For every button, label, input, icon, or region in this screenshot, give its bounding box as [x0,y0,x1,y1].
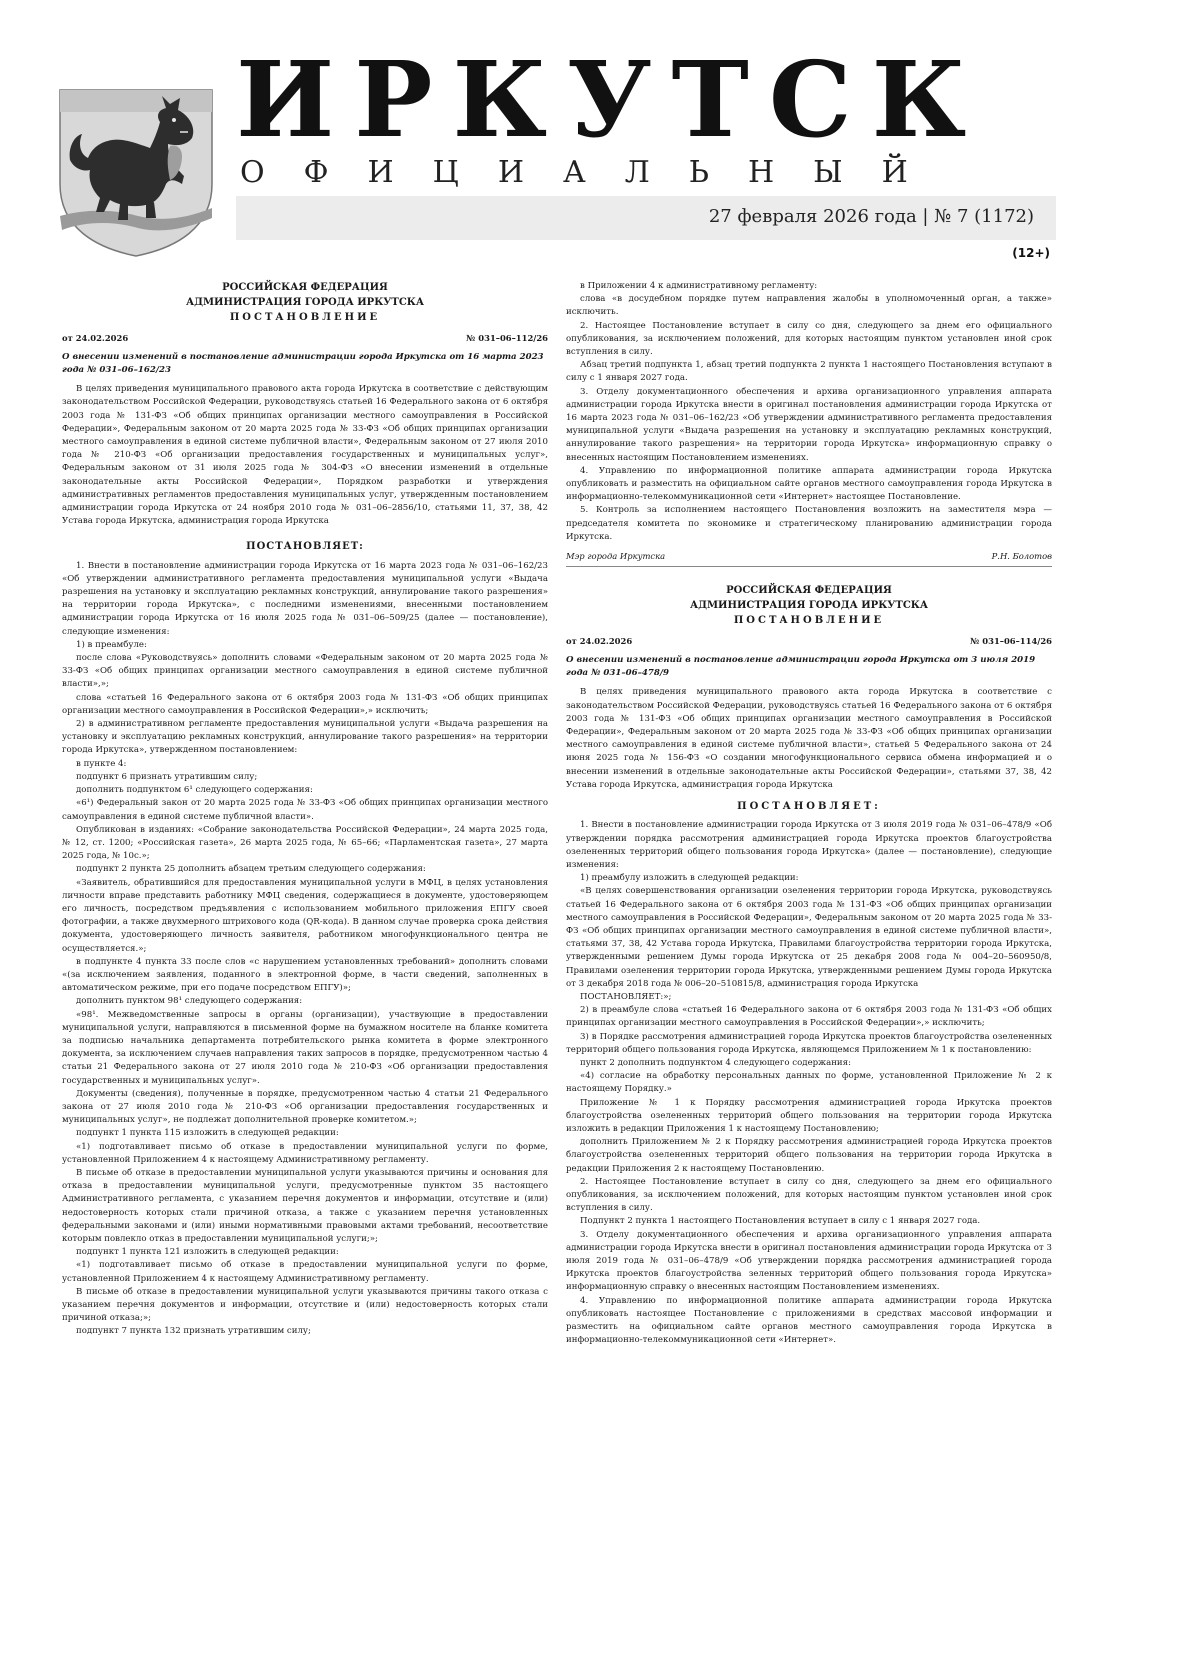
doc1-para: слова «статьей 16 Федерального закона от 6 октября 2003 года № 131-ФЗ «Об общих принципах организации местного самоуправления в Российской Федерации»,» исключить; [62,692,548,716]
doc2-para: «4) согласие на обработку персональных данных по форме, установленной Приложение № 2 к настоящему Порядку.» [566,1071,1052,1095]
doc1-para: «6¹) Федеральный закон от 20 марта 2025 года № 33-ФЗ «Об общих принципах организации местного самоуправления в единой системе публичной власти». [62,798,548,822]
doc2-header-country: РОССИЙСКАЯ ФЕДЕРАЦИЯ [726,585,892,597]
doc1-para: 1. Внести в постановление администрации города Иркутска от 16 марта 2023 года № 031–06–162/23 «Об утверждении административного регламента предоставления муниципальной услуги «Выдача разрешения на установку и эксплуатацию рекламных конструкций, аннулирование такого разрешения» на территории города Иркутска», с последними изменениями, внесенными постановлением администрации города Иркутска от 16 июля 2025 года № 031–06–509/25 (далее — постановление), следующие изменения: [62,560,548,637]
doc1-para: Документы (сведения), полученные в порядке, предусмотренном частью 4 статьи 21 Федерального закона от 27 июля 2010 года № 210-ФЗ «Об организации предоставления государственных и муниципальных услуг», не подлежат дополнительной проверке комитетом.»; [62,1088,548,1126]
masthead [0,0,1104,270]
age-rating-badge: (12+) [1012,246,1050,260]
doc2-para: Подпункт 2 пункта 1 настоящего Постановления вступает в силу с 1 января 2027 года. [580,1216,981,1227]
doc1-para: «1) подготавливает письмо об отказе в предоставлении муниципальной услуги по форме, установленной Приложением 4 к настоящему Административному регламенту. [62,1260,548,1284]
doc2-resolves-heading: ПОСТАНОВЛЯЕТ: [737,801,881,813]
doc1-cont-para: 4. Управлению по информационной политике аппарата администрации города Иркутска опубликовать и разместить на официальном сайте органов местного самоуправления города Иркутска в информационно-телекоммуникационной сети «Интернет» настоящее Постановление. [566,465,1052,503]
doc1-sign-position: Мэр города Иркутска [566,551,666,562]
doc1-date-number-row [62,332,548,345]
doc1-para: «1) подготавливает письмо об отказе в предоставлении муниципальной услуги по форме, установленной Приложением 4 к настоящему Административному регламенту. [62,1141,548,1165]
doc1-para: после слова «Руководствуясь» дополнить словами «Федеральным законом от 20 марта 2025 года № 33-ФЗ «Об общих принципах организации местного самоуправления в единой системе публичной власти»,»; [62,653,548,690]
doc1-para: подпункт 7 пункта 132 признать утратившим силу; [76,1326,311,1337]
doc1-resolves-heading: ПОСТАНОВЛЯЕТ: [246,541,364,553]
doc2-para: пункт 2 дополнить подпунктом 4 следующего содержания: [580,1057,851,1068]
doc2-para: «В целях совершенствования организации озеленения территории города Иркутска, руководствуясь статьей 16 Федерального закона от 6 октября 2003 года № 131-ФЗ «Об общих принципах организации местного самоуправления в Российской Федерации», Федеральным законом от 20 марта 2025 года № 33-ФЗ «Об общих принципах организации местного самоуправления в единой системе публичной власти», статьями 37, 38, 42 Устава города Иркутска, Правилами благоустройства территории города Иркутска, утвержденными решением Думы города Иркутска от 25 декабря 2008 года № 004–20–560950/8, Правилами озеленения территории города Иркутска, утвержденными решением Думы города Иркутска от 3 декабря 2018 года № 006–20–510815/8, администрация города Иркутска [566,886,1052,989]
doc1-signature-row [566,550,1052,567]
doc1-header-admin: АДМИНИСТРАЦИЯ ГОРОДА ИРКУТСКА [185,297,425,308]
doc2-para: 3) в Порядке рассмотрения администрацией города Иркутска проектов благоустройства озелененных территорий общего пользования города Иркутска, являющемся Приложением № 1 к постановлению: [566,1031,1052,1055]
doc2-number: № 031–06–114/26 [970,636,1052,647]
doc1-para: подпункт 6 признать утратившим силу; [76,771,258,782]
doc2-para: 2. Настоящее Постановление вступает в силу со дня, следующего за днем его официального опубликования, за исключением положений, для которых настоящим пунктом установлен иной срок вступления в силу. [566,1176,1052,1214]
doc2-para: Приложение № 1 к Порядку рассмотрения администрацией города Иркутска проектов благоустройства озелененных территорий общего пользования на территории города Иркутска изложить в редакции Приложения 1 к настоящему Постановлению; [566,1097,1052,1134]
coat-of-arms-icon [58,88,214,258]
issue-bar [236,196,1056,240]
doc1-para: дополнить подпунктом 6¹ следующего содержания: [76,785,313,796]
doc1-para: подпункт 1 пункта 115 изложить в следующей редакции: [76,1128,339,1139]
doc2-date-number-row [566,635,1052,648]
doc1-para: В письме об отказе в предоставлении муниципальной услуги указываются причины и основания для отказа в предоставлении муниципальной услуги, предусмотренные пунктом 35 настоящего Административного регламента, с указанием перечня документов и информации, отсутствие и (или) недостоверность которых стали причиной отказа, а также с указанием перечня установленных федеральными законами и (или) иными нормативными правовыми актами требований, несоответствие которым повлекло отказ в предоставлении муниципальной услуги;»; [62,1167,548,1244]
doc1-cont-para: Абзац третий подпункта 1, абзац третий подпункта 2 пункта 1 настоящего Постановления вступают в силу с 1 января 2027 года. [566,360,1052,384]
masthead-title: ИРКУТСК [236,38,987,161]
doc2-header-type: ПОСТАНОВЛЕНИЕ [733,615,885,627]
doc2-para: дополнить Приложением № 2 к Порядку рассмотрения администрацией города Иркутска проектов благоустройства озелененных территорий общего пользования на территории города Иркутска в редакции Приложения 2 к настоящему Постановлению. [566,1137,1052,1174]
doc1-para: В письме об отказе в предоставлении муниципальной услуги указываются причины такого отказа с указанием перечня документов и информации, отсутствие и (или) недостоверность которых стали причиной отказа;»; [62,1286,548,1324]
doc1-para: в подпункте 4 пункта 33 после слов «с нарушением установленных требований» дополнить словами «(за исключением заявления, поданного в электронной форме, в части сведений, заполненных в автоматическом режиме, при его подаче посредством ЕПГУ)»; [62,956,548,994]
doc1-cont-para: 2. Настоящее Постановление вступает в силу со дня, следующего за днем его официального опубликования, за исключением положений, для которых настоящим пунктом установлен иной срок вступления в силу. [566,320,1052,358]
doc2-para: 1. Внести в постановление администрации города Иркутска от 3 июля 2019 года № 031–06–478/9 «Об утверждении порядка рассмотрения администрацией города Иркутска проектов благоустройства озелененных территорий общего пользования города Иркутска» (далее — постановление), следующие изменения: [566,820,1052,870]
doc2-para: ПОСТАНОВЛЯЕТ:»; [580,991,672,1002]
doc1-para: подпункт 2 пункта 25 дополнить абзацем третьим следующего содержания: [76,864,426,875]
doc1-para: «Заявитель, обратившийся для предоставления муниципальной услуги в МФЦ, в целях установления личности вправе представить работнику МФЦ сведения, содержащиеся в документе, удостоверяющем его личность, посредством предъявления с использованием мобильного приложения ЕПГУ своей фотографии, а также двухмерного штрихового кода (QR-кода). В данном случае проверка срока действия документа, удостоверяющего личность заявителя, работником многофункционального центра не осуществляется.»; [62,877,548,954]
doc1-cont-para: слова «в досудебном порядке путем направления жалобы в уполномоченный орган, а также» исключить. [566,294,1052,318]
doc1-para: подпункт 1 пункта 121 изложить в следующей редакции: [76,1247,339,1258]
doc1-para: 1) в преамбуле: [76,639,147,650]
masthead-subtitle: ОФИЦИАЛЬНЫЙ [240,155,947,190]
doc1-subject: О внесении изменений в постановление администрации города Иркутска от 16 марта 2023 года № 031–06–162/23 [62,352,544,376]
doc2-header-admin: АДМИНИСТРАЦИЯ ГОРОДА ИРКУТСКА [689,600,929,612]
doc1-cont-para: 3. Отделу документационного обеспечения и архива организационного управления аппарата администрации города Иркутска внести в оригинал постановления администрации города Иркутска от 16 марта 2023 года № 031–06–162/23 «Об утверждении административного регламента предоставления муниципальной услуги «Выдача разрешения на установку и эксплуатацию рекламных конструкций, аннулирование такого разрешения» на территории города Иркутска» информационную справку о внесенных настоящим Постановлением изменениях. [566,386,1052,463]
doc1-header-type: ПОСТАНОВЛЕНИЕ [229,312,381,323]
doc1-cont-para: в Приложении 4 к административному регламенту: [580,281,818,291]
right-column [566,280,1052,1347]
doc1-cont-para: 5. Контроль за исполнением настоящего Постановления возложить на заместителя мэра — председателя комитета по экономике и стратегическому планированию администрации города Иркутска. [566,505,1052,542]
issue-date-number: 27 февраля 2026 года | № 7 (1172) [708,206,1034,227]
doc2-preamble: В целях приведения муниципального правового акта города Иркутска в соответствие с законодательством Российской Федерации, руководствуясь статьей 16 Федерального закона от 6 октября 2003 года № 131-ФЗ «Об общих принципах организации местного самоуправления в Российской Федерации», Федеральным законом от 20 марта 2025 года № 33-ФЗ «Об общих принципах организации местного самоуправления в единой системе публичной власти», статьей 5 Федерального закона от 24 июня 2025 года № 156-ФЗ «О создании многофункционального сервиса обмена информацией и о внесении изменений в отдельные законодательные акты Российской Федерации», статьями 37, 38, 42 Устава города Иркутска, администрация города Иркутска [566,687,1052,790]
doc2-para: 3. Отделу документационного обеспечения и архива организационного управления аппарата администрации города Иркутска внести в оригинал постановления администрации города Иркутска от 3 июля 2019 года № 031–06–478/9 «Об утверждении порядка рассмотрения администрацией города Иркутска проектов благоустройства зеленных территорий общего пользования города Иркутска» информационную справку о внесенных настоящим Постановлением изменениях. [566,1229,1052,1293]
doc2-para: 1) преамбулу изложить в следующей редакции: [580,873,799,884]
doc1-para: 2) в административном регламенте предоставления муниципальной услуги «Выдача разрешения на установку и эксплуатацию рекламных конструкций, аннулирование такого разрешения» на территории города Иркутска», утвержденном постановлением: [62,719,548,756]
doc1-para: дополнить пунктом 98¹ следующего содержания: [76,996,303,1007]
doc1-preamble: В целях приведения муниципального правового акта города Иркутска в соответствие с действующим законодательством Российской Федерации, руководствуясь статьей 16 Федерального закона от 6 октября 2003 года № 131-ФЗ «Об общих принципах организации местного самоуправления в Российской Федерации», Федеральным законом от 20 марта 2025 года № 33-ФЗ «Об общих принципах организации местного самоуправления в единой системе публичной власти», Федеральным законом от 27 июля 2010 года № 210-ФЗ «Об организации предоставления государственных и муниципальных услуг», Федеральным законом от 31 июля 2025 года № 304-ФЗ «О внесении изменений в отдельные законодательные акты Российской Федерации», Порядком разработки и утверждения административных регламентов предоставления муниципальных услуг, утвержденным постановлением администрации города Иркутска от 24 ноября 2010 года № 031–06–2856/10, статьями 11, 37, 38, 42 Устава города Иркутска, администрация города Иркутска [62,384,548,527]
doc1-date: от 24.02.2026 [62,333,129,343]
doc1-sign-name: Р.Н. Болотов [991,551,1052,562]
left-column [62,280,548,1339]
doc1-number: № 031–06–112/26 [466,333,548,343]
doc2-date: от 24.02.2026 [566,636,633,647]
doc2-para: 4. Управлению по информационной политике аппарата администрации города Иркутска опубликовать настоящее Постановление с приложениями в средствах массовой информации и разместить на официальном сайте органов местного самоуправления города Иркутска в информационно-телекоммуникационной сети «Интернет». [566,1295,1052,1346]
doc2-subject: О внесении изменений в постановление администрации города Иркутска от 3 июля 2019 года № 031–06–478/9 [566,655,1036,679]
doc1-para: Опубликован в изданиях: «Собрание законодательства Российской Федерации», 24 марта 2025 года, № 12, ст. 1200; «Российская газета», 26 марта 2025 года, № 65–66; «Парламентская газета», 27 марта 2025 года, № 10с.»; [62,824,548,862]
doc2-para: 2) в преамбуле слова «статьей 16 Федерального закона от 6 октября 2003 года № 131-ФЗ «Об общих принципах организации местного самоуправления в Российской Федерации»,» исключить; [566,1005,1052,1029]
doc1-para: в пункте 4: [76,758,127,769]
doc1-para: «98¹. Межведомственные запросы в органы (организации), участвующие в предоставлении муниципальной услуги, направляются в письменной форме на бумажном носителе на бланке комитета за подписью начальника департамента потребительского рынка комитета в форме электронного документа, за исключением случаев направления таких запросов в порядке, предусмотренном частью 4 статьи 21 Федерального закона от 27 июля 2010 года № 210-ФЗ «Об организации предоставления государственных и муниципальных услуг». [62,1009,548,1086]
doc1-header-country: РОССИЙСКАЯ ФЕДЕРАЦИЯ [222,282,388,293]
